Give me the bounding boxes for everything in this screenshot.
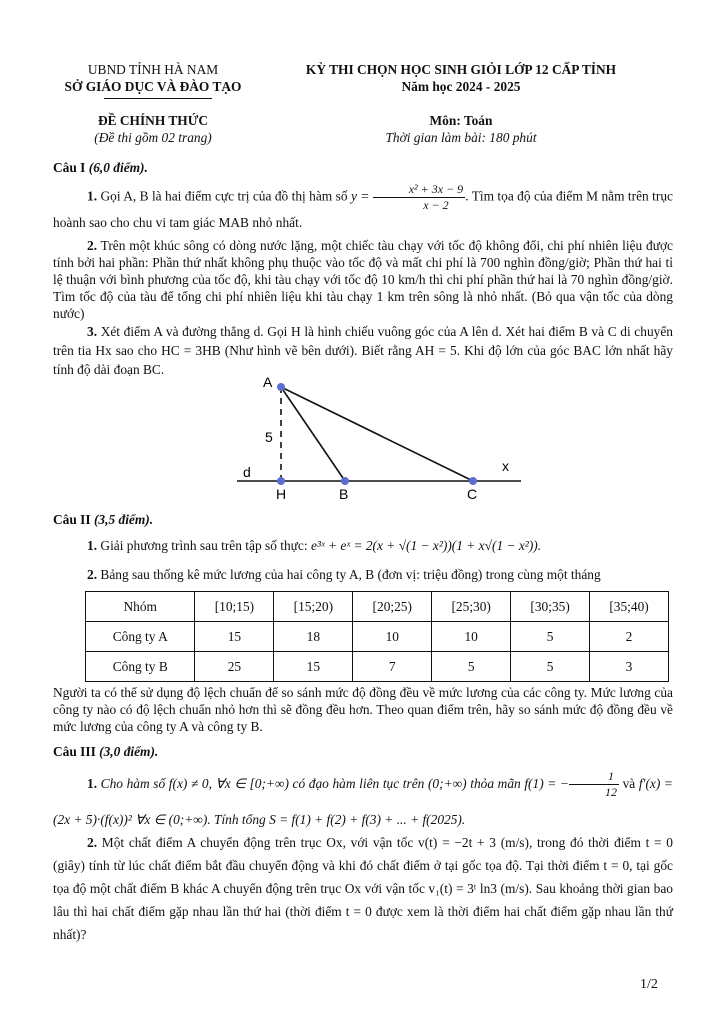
q3-p1-frac-num: 1: [569, 769, 619, 785]
q1-title: Câu I: [53, 160, 86, 175]
table-row: [86, 622, 669, 652]
q3-p2-text: Một chất điểm A chuyển động trên trục Ox, với vận tốc v(t) = −2t + 3 (m/s), trong đó thời điểm t = 0 (giây) tính từ lúc chất điểm bắt đầu chuyển động và khi đó chất điểm ở tại gốc tọa độ. Tại thời điểm t = 0, tại gốc tọa độ một chất điểm B khác A chuyển động trên trục Ox với vận tốc v₁(t) = 3ᵗ ln3 (m/s). Sau khoảng thời gian bao lâu thì hai chất điểm gặp nhau lần thứ hai (thời điểm t = 0 được xem là thời điểm hai chất điểm gặp nhau lần thứ nhất)?: [53, 835, 673, 942]
q3-p1-fraction: [569, 769, 619, 800]
q3-points: (3,0 điểm).: [99, 744, 159, 759]
q2-p1-num: 1.: [87, 538, 98, 553]
table-header-row: [86, 592, 669, 622]
q3-p1-text-a: Cho hàm số f(x) ≠ 0, ∀x ∈ [0;+∞) có đạo hàm liên tục trên (0;+∞) thỏa mãn: [100, 776, 521, 791]
label-c: C: [467, 486, 478, 502]
org-line2: SỞ GIÁO DỤC VÀ ĐÀO TẠO: [64, 79, 242, 94]
q2-p1-text: Giải phương trình sau trên tập số thực:: [100, 538, 308, 553]
q1-p1-text-b: . Tìm tọa độ của điểm M nằm trên trục hoành sao cho chu vi tam giác MAB nhỏ nhất.: [53, 188, 673, 230]
table-header-cell: [15;20): [274, 592, 353, 622]
label-len: 5: [265, 429, 273, 445]
exam-header: [268, 61, 654, 95]
point-b: [341, 477, 349, 485]
table-header-cell: [20;25): [353, 592, 432, 622]
table-cell: 2: [590, 622, 669, 652]
table-cell: 3: [590, 652, 669, 682]
table-header-cell: [30;35): [511, 592, 590, 622]
table-cell: 10: [432, 622, 511, 652]
q1-p1-y: y =: [350, 188, 370, 204]
table-cell: 5: [511, 622, 590, 652]
q1-part3: [53, 322, 673, 379]
school-year: Năm học 2024 - 2025: [401, 79, 521, 94]
q2-after-table: Người ta có thể sử dụng độ lệch chuẩn để so sánh mức độ đồng đều về mức lương của các công ty. Mức lương của công ty nào có độ lệch chuẩn nhỏ hơn thì sẽ đồng đều hơn. Theo quan điểm trên, hãy so sánh mức độ đồng đều về mức lương của công ty A và công ty B.: [53, 685, 673, 734]
q3-p1-num: 1.: [87, 776, 98, 791]
table-header-cell: [35;40): [590, 592, 669, 622]
table-header-cell: [10;15): [195, 592, 274, 622]
page-number: 1/2: [640, 977, 658, 992]
q1-p1-num: 1.: [87, 188, 98, 204]
q3-p1-va: và: [622, 776, 636, 791]
q2-p1-equation: e³ˣ + eˣ = 2(x + √(1 − x²))(1 + x√(1 − x²)).: [310, 538, 542, 553]
geometry-figure: [232, 373, 528, 503]
q3-p1-text-b: f′(x) = (2x + 5)·(f(x))² ∀x ∈ (0;+∞). Tính tổng S = f(1) + f(2) + f(3) + ... + f(2025).: [53, 776, 673, 827]
subject-label: Môn: Toán: [429, 113, 493, 128]
q1-p1-text-a: Gọi A, B là hai điểm cực trị của đồ thị hàm số: [100, 188, 348, 204]
header-divider: [104, 98, 212, 99]
table-cell: Công ty A: [86, 622, 195, 652]
segment-ac: [281, 387, 473, 481]
subject-block: [268, 112, 654, 146]
q2-part2: [53, 566, 673, 583]
table-cell: 15: [274, 652, 353, 682]
q1-part1: [53, 182, 673, 233]
label-x: x: [502, 458, 509, 474]
label-b: B: [339, 486, 349, 502]
q1-p1-frac-num: x² + 3x − 9: [373, 182, 465, 198]
segment-ab: [281, 387, 345, 481]
q2-title: Câu II: [53, 512, 91, 527]
q2-p2-num: 2.: [87, 567, 98, 582]
q3-title: Câu III: [53, 744, 96, 759]
time-label: Thời gian làm bài: 180 phút: [385, 130, 537, 145]
point-h: [277, 477, 285, 485]
table-cell: 18: [274, 622, 353, 652]
exam-title: KỲ THI CHỌN HỌC SINH GIỎI LỚP 12 CẤP TỈNH: [305, 62, 617, 77]
table-cell: 10: [353, 622, 432, 652]
table-cell: Công ty B: [86, 652, 195, 682]
q3-p1-frac-den: 12: [604, 785, 617, 800]
official-block: [38, 112, 268, 146]
q2-part1: [53, 537, 673, 554]
official-label: ĐỀ CHÍNH THỨC: [97, 113, 209, 128]
q2-p2-text: Bảng sau thống kê mức lương của hai công ty A, B (đơn vị: triệu đồng) trong cùng một tháng: [100, 567, 601, 582]
q3-part2: [53, 831, 673, 946]
table-cell: 15: [195, 622, 274, 652]
table-row: [86, 652, 669, 682]
q3-heading: [53, 743, 673, 760]
q3-part1: [53, 766, 673, 838]
q2-points: (3,5 điểm).: [93, 512, 154, 527]
org-line1: UBND TỈNH HÀ NAM: [87, 62, 219, 77]
q1-heading: [53, 159, 673, 176]
label-h: H: [276, 486, 287, 502]
q1-p1-frac-den: x − 2: [423, 198, 449, 212]
q2-heading: [53, 511, 673, 528]
q1-points: (6,0 điểm).: [88, 160, 148, 175]
q3-p1-f1: f(1) = −: [524, 776, 569, 791]
point-c: [469, 477, 477, 485]
q1-p2-num: 2.: [87, 238, 98, 253]
point-a: [277, 383, 285, 391]
q1-p1-fraction: [373, 182, 465, 213]
pages-note: (Đề thi gồm 02 trang): [94, 130, 212, 145]
table-header-cell: [25;30): [432, 592, 511, 622]
table-cell: 5: [432, 652, 511, 682]
table-cell: 25: [195, 652, 274, 682]
table-cell: 7: [353, 652, 432, 682]
label-a: A: [263, 374, 273, 390]
table-cell: 5: [511, 652, 590, 682]
q1-part2: [53, 237, 673, 322]
table-header-cell: Nhóm: [86, 592, 195, 622]
q1-p3-text: Xét điểm A và đường thẳng d. Gọi H là hình chiếu vuông góc của A lên d. Xét hai điểm B và C di chuyển trên tia Hx sao cho HC = 3HB (Như hình vẽ bên dưới). Biết rằng AH = 5. Khi độ lớn của góc BAC lớn nhất hãy tính độ dài đoạn BC.: [53, 324, 673, 377]
q1-p3-num: 3.: [87, 324, 98, 339]
q3-p2-num: 2.: [87, 835, 98, 850]
label-d: d: [243, 464, 251, 480]
q1-p2-text: Trên một khúc sông có dòng nước lặng, một chiếc tàu chạy với tốc độ không đổi, chi phí nhiên liệu được tính bởi hai phần: Phần thứ nhất không phụ thuộc vào tốc độ và mất chi phí là 700 nghìn đồng/giờ; Phần thứ hai tỉ lệ thuận với bình phương của tốc độ, khi tàu chạy với tốc độ 10 km/h thì chi phí phần thứ hai là 70 nghìn đồng/giờ. Tìm tốc độ của tàu để tổng chi phí nhiên liệu khi tàu chạy 1 km trên sông là nhỏ nhất. (Bỏ qua vận tốc của dòng nước): [53, 238, 673, 321]
org-header: [38, 61, 268, 95]
salary-table: [85, 591, 669, 682]
